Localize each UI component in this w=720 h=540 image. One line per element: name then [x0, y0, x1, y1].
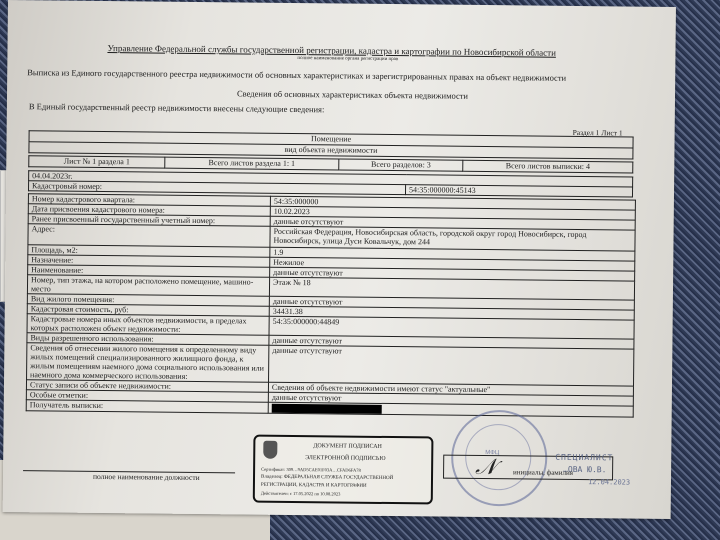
redacted-recipient [272, 403, 382, 413]
table-row: Ранее присвоенный государственный учетный номер: данные отсутствуют [28, 214, 635, 230]
object-type-caption: вид объекта недвижимости [29, 142, 633, 159]
table-row: Кадастровая стоимость, руб: 34431.38 [27, 304, 634, 320]
table-row: Вид жилого помещения: данные отсутствуют [27, 294, 634, 310]
electronic-signature-block [253, 435, 434, 505]
org-caption: полное наименование органа регистрации прав [297, 56, 399, 63]
handwritten-signature-icon: 𝒩 [475, 454, 497, 481]
document-sheet [3, 0, 676, 519]
round-stamp-icon: МФЦ [451, 410, 548, 507]
intro-text: В Единый государственный реестр недвижимости внесены следующие сведения: [28, 101, 325, 115]
table-row: Назначение: Нежилое [28, 255, 635, 271]
stamp-name: …ОВА Ю.В. [563, 464, 607, 475]
table-row: Получатель выписки: [26, 400, 633, 417]
object-type-table [28, 127, 633, 159]
ecp-line2: ЭЛЕКТРОННОЙ ПОДПИСЬЮ [305, 455, 386, 462]
ecp-owner2: РЕГИСТРАЦИИ, КАДАСТРА И КАРТОГРАФИИ [260, 482, 367, 489]
table-row: Особые отметки: данные отсутствуют [26, 390, 633, 406]
total-sheets: Всего листов выписки: 4 [463, 160, 633, 173]
extract-date: 04.04.2023г. [29, 171, 633, 187]
table-row: Дата присвоения кадастрового номера: 10.02.2023 [28, 204, 635, 220]
cadastral-value: 54:35:000000:45143 [405, 185, 632, 197]
coat-of-arms-icon [263, 441, 277, 459]
table-row: Номер, тип этажа, на котором расположено помещение, машино-место Этаж № 18 [27, 275, 634, 300]
characteristics-table [26, 193, 636, 417]
table-row: Адрес: Российская Федерация, Новосибирская область, городской округ город Новосибирск, город Новосибирск, улица Дуси Ковальчук, дом 244 [28, 224, 635, 251]
total-sheets-section: Всего листов раздела 1: 1 [165, 157, 339, 170]
table-row: Наименование: данные отсутствуют [28, 265, 635, 281]
position-caption: полное наименование должности [92, 471, 200, 483]
ecp-certificate: Сертификат: 309…9AD5CAE01F03A…CFAD6FA78 [261, 466, 361, 473]
ecp-line1: ДОКУМЕНТ ПОДПИСАН [313, 443, 382, 450]
ecp-validity: Действителен: с 17.05.2022 по 10.08.2023 [260, 490, 341, 497]
section-sheet-label: Раздел 1 Лист 1 [572, 127, 623, 138]
total-sections: Всего разделов: 3 [339, 159, 463, 171]
cadastral-label: Кадастровый номер: [29, 181, 406, 195]
table-row: Номер кадастрового квартала: 54:35:000000 [28, 194, 635, 210]
stamp-position: СПЕЦИАЛИСТ [555, 452, 614, 463]
ecp-owner: Владелец: ФЕДЕРАЛЬНАЯ СЛУЖБА ГОСУДАРСТВЕННОЙ [260, 474, 394, 482]
org-name: Управление Федеральной службы государственной регистрации, кадастра и картографии по Новосибирской области [107, 43, 556, 58]
table-row: Сведения об отнесении жилого помещения к определенному виду жилых помещений специализированного жилищного фонда, к жилым помещениям наемного дома социального использования или наемного дома коммерческого использования: данные отсутствуют [27, 343, 634, 386]
stamp-date: 12.04.2023 [587, 478, 631, 487]
sheet-number: Лист № 1 раздела 1 [29, 156, 165, 168]
table-row: Кадастровые номера иных объектов недвижимости, в пределах которых расположен объект недвижимости: 54:35:000000:44849 [27, 314, 634, 339]
table-row: Статус записи об объекте недвижимости: Сведения об объекте недвижимости имеют статус "актуальные" [26, 380, 633, 396]
document-title: Выписка из Единого государственного реестра недвижимости об основных характеристиках и зарегистрированных правах на объект недвижимости [27, 67, 567, 83]
table-row: Виды разрешенного использования: данные отсутствуют [27, 333, 634, 349]
object-type-value: Помещение [29, 131, 633, 148]
initials-caption: инициалы, фамилия [513, 468, 573, 477]
table-row: Площадь, м2: 1.9 [28, 245, 635, 261]
section-title: Сведения об основных характеристиках объекта недвижимости [236, 88, 469, 101]
